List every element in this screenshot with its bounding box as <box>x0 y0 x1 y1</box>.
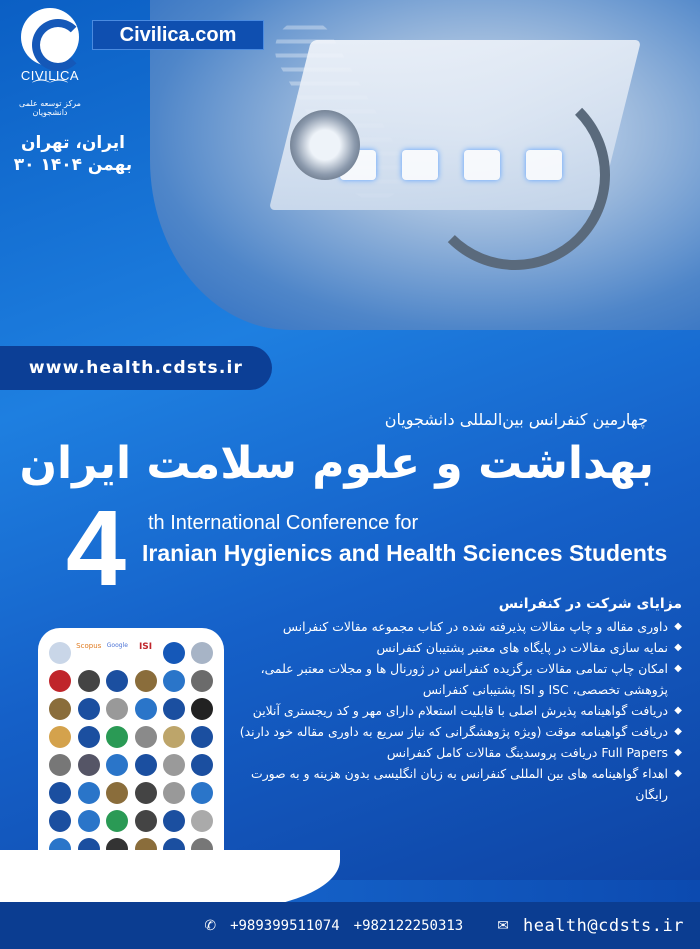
logo-subtitle: مرکز توسعه علمی دانشجویان <box>19 99 81 117</box>
fa-subtitle: چهارمین کنفرانس بین‌المللی دانشجویان <box>384 410 648 429</box>
stethoscope-head <box>290 110 360 180</box>
location-date <box>10 132 136 176</box>
location: ایران، تهران <box>20 133 126 153</box>
book-icon: ⌒⌒ <box>32 79 68 100</box>
list-item: ◆ داوری مقاله و چاپ مقالات پذیرفته شده در کتاب مجموعه مقالات کنفرانس <box>238 616 682 637</box>
phone-icon: ✆ <box>204 917 217 934</box>
list-item: ◆ دریافت گواهینامه پذیرش اصلی با قابلیت استعلام دارای مهر و کد ریجستری آنلاین <box>238 700 682 721</box>
fa-title: بهداشت و علوم سلامت ایران <box>19 438 654 489</box>
civilica-logo[interactable] <box>8 8 92 117</box>
en-title-line2: Iranian Hygienics and Health Sciences Students <box>142 540 668 566</box>
google-logo: Google <box>106 642 128 649</box>
website-link[interactable]: www.health.cdsts.ir <box>0 346 272 390</box>
list-item: ◆ امکان چاپ تمامی مقالات برگزیده کنفرانس در ژورنال ها و مجلات معتبر علمی، پژوهشی تخصصی، ISC و ISI پشتیبانی کنفرانس <box>238 658 682 700</box>
contact-bar <box>0 902 700 949</box>
benefits-title: مزایای شرکت در کنفرانس <box>498 596 682 612</box>
event-date: ۳۰ بهمن ۱۴۰۴ <box>13 155 133 175</box>
stethoscope-graphic <box>420 80 610 270</box>
partner-logos-card <box>38 628 224 886</box>
civilica-c-icon <box>21 8 79 66</box>
list-item: ◆ دریافت گواهینامه موقت (ویژه پژوهشگرانی که نیاز سریع به داوری مقاله خود دارند) <box>238 721 682 742</box>
site-name-badge[interactable]: Civilica.com <box>92 20 264 50</box>
list-item: ◆ Full Papers دریافت پروسدینگ مقالات کامل کنفرانس <box>238 742 682 763</box>
benefits-list <box>238 616 682 805</box>
en-title-line1: th International Conference for <box>148 512 419 534</box>
list-item: ◆ نمایه سازی مقالات در پایگاه های معتبر پشتیبان کنفرانس <box>238 637 682 658</box>
logo-text: CIVILICA <box>20 68 80 83</box>
phone-1[interactable]: +989399511074 <box>230 917 340 934</box>
email-icon: ✉ <box>497 917 509 934</box>
scopus-logo: Scopus <box>76 642 102 650</box>
edition-number: 4 <box>66 487 127 608</box>
phone-2[interactable]: +982122250313 <box>353 917 464 934</box>
benefits-section <box>238 596 682 805</box>
list-item: ◆ اهداء گواهینامه های بین المللی کنفرانس به زبان انگلیسی بدون هزینه و به صورت رایگان <box>238 763 682 805</box>
isi-logo: ISI <box>138 642 153 652</box>
email-link[interactable]: health@cdsts.ir <box>522 915 684 936</box>
